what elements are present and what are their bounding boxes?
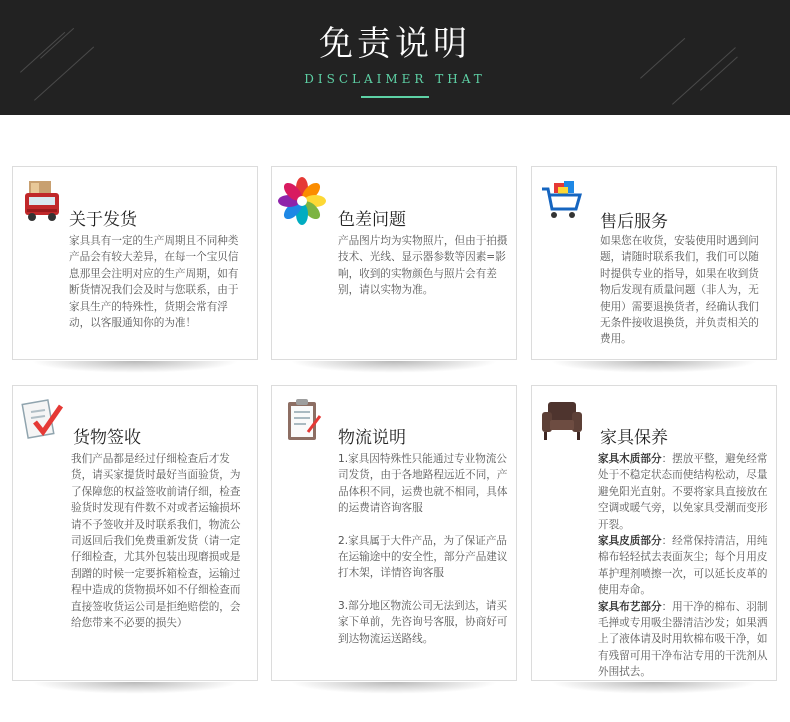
clipboard-icon xyxy=(278,396,326,444)
card-shipping xyxy=(12,166,258,360)
care-label: 家具布艺部分 xyxy=(598,600,662,613)
card-shadow xyxy=(290,682,498,694)
card-shadow xyxy=(31,682,239,694)
card-shadow xyxy=(290,361,498,373)
page-title: 免责说明 xyxy=(319,24,471,64)
card-title: 家具保养 xyxy=(600,428,668,448)
card-body xyxy=(338,451,508,647)
card-furniture-care xyxy=(531,385,777,681)
card-text: 3.部分地区物流公司无法到达，请买家下单前，先咨询号客服，协商好可到达物流运送路线。 xyxy=(338,599,508,645)
card-shadow xyxy=(31,361,239,373)
card-text: 家具具有一定的生产周期且不同种类产品会有较大差异，在每一个宝贝信息那里会注明对应的生产周期，如有断货情况我们会及时与您联系，由于家具生产的特殊性，货期会常有浮动，以客服通知你的为准！ xyxy=(69,235,239,330)
card-body xyxy=(338,233,508,299)
care-text: ：经常保持清洁，用纯棉布轻轻拭去表面灰尘；每个月用皮革护理剂喷擦一次，可以延长皮革的使用寿命。 xyxy=(598,535,768,597)
card-goods-receipt xyxy=(12,385,258,681)
card-body xyxy=(598,451,768,681)
card-title: 色差问题 xyxy=(338,210,406,230)
card-shadow xyxy=(550,682,758,694)
card-title: 关于发货 xyxy=(69,210,137,230)
shopping-cart-icon xyxy=(538,177,586,225)
card-text: 2.家具属于大件产品，为了保证产品在运输途中的安全性，部分产品建议打木架，详情咨询客服 xyxy=(338,534,508,580)
card-body xyxy=(71,451,247,631)
care-text: ：摆放平整，避免经常处于不稳定状态而使结构松动，尽量避免阳光直射。不要将家具直接放在空调或暖气旁，以免家具受潮而变形开裂。 xyxy=(598,453,768,531)
title-underline xyxy=(361,96,429,98)
care-label: 家具皮质部分 xyxy=(598,535,662,548)
page-subtitle: DISCLAIMER THAT xyxy=(304,72,486,86)
card-body xyxy=(600,233,768,348)
card-shadow xyxy=(550,361,758,373)
care-section-fabric xyxy=(598,599,768,681)
care-section-wood xyxy=(598,451,768,533)
color-wheel-icon xyxy=(278,177,326,225)
card-logistics xyxy=(271,385,517,681)
care-label: 家具木质部分 xyxy=(598,453,662,465)
card-title: 售后服务 xyxy=(600,212,668,232)
care-section-leather xyxy=(598,533,768,599)
card-text: 如果您在收货，安装使用时遇到问题，请随时联系我们，我们可以随时提供专业的指导，如果在收到货物后发现有质量问题（非人为，无使用）需要退换货者，经确认我们无条件接收退换货，并负责相关的费用。 xyxy=(600,235,759,346)
card-color-difference xyxy=(271,166,517,360)
card-text: 1.家具因特殊性只能通过专业物流公司发货，由于各地路程远近不同，产品体积不同，运费也就不相同，具体的运费请咨询客服 xyxy=(338,453,508,515)
card-text: 我们产品都是经过仔细检查后才发货，请买家提货时最好当面验货，为了保障您的权益签收前请仔细，检查验货时发现有件数不对或者运输损坏请不予签收并及时联系我们，物流公司返回后我们免费重新发货（请一定仔细检查，尤其外包装出现磨损或是刮蹭的时候一定要拆箱检查，运输过程中造成的货物损坏如不仔细检查而直接签收货运公司是拒绝赔偿的，会给您带来不必要的损失） xyxy=(71,453,241,630)
care-text: ：用干净的棉布、羽制毛掸或专用吸尘器清洁沙发；如果洒上了液体请及时用软棉布吸干净，如有残留可用干净布沾专用的干洗剂从外围拭去。 xyxy=(598,600,768,679)
armchair-icon xyxy=(538,396,586,444)
card-body xyxy=(69,233,247,331)
delivery-truck-icon xyxy=(19,177,67,225)
sign-check-icon xyxy=(19,396,67,444)
header-banner xyxy=(0,0,790,115)
card-title: 货物签收 xyxy=(73,428,141,448)
card-after-sales xyxy=(531,166,777,360)
card-text: 产品图片均为实物照片，但由于拍摄技术、光线、显示器参数等因素=影响，收到的实物颜色与照片会有差别，请以实物为准。 xyxy=(338,235,508,297)
card-title: 物流说明 xyxy=(338,428,406,448)
